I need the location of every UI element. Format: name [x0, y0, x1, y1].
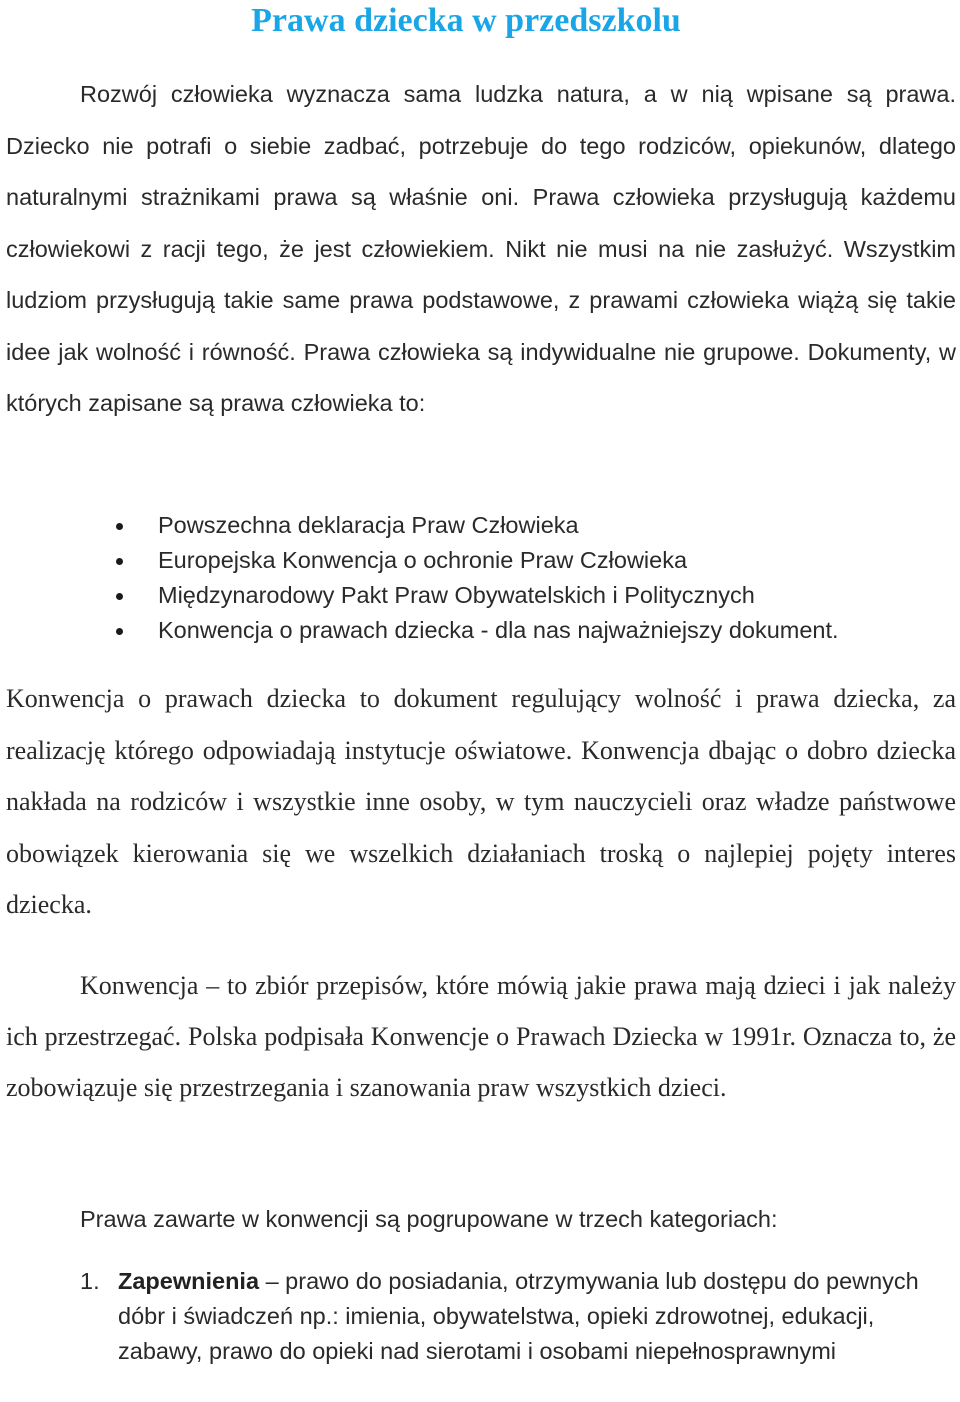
- list-item: [0, 613, 960, 648]
- category-description: – prawo do posiadania, otrzymywania lub dostępu do pewnych dóbr i świadczeń np.: imienia, obywatelstwa, opieki zdrowotnej, edukacji, zabawy, prawo do opieki nad sierotami i osobami niepełnosprawnymi: [118, 1268, 919, 1364]
- bullet-icon: [116, 628, 123, 635]
- category-number: 1.: [80, 1268, 100, 1294]
- list-item-text: Konwencja o prawach dziecka - dla nas najważniejszy dokument.: [158, 617, 839, 643]
- definition-paragraph: Konwencja – to zbiór przepisów, które mówią jakie prawa mają dzieci i jak należy ich przestrzegać. Polska podpisała Konwencje o Prawach Dziecka w 1991r. Oznacza to, że zobowiązuje się przestrzegania i szanowania praw wszystkich dzieci.: [6, 971, 956, 1102]
- list-item-text: Międzynarodowy Pakt Praw Obywatelskich i Politycznych: [158, 582, 755, 608]
- list-item-text: Europejska Konwencja o ochronie Praw Człowieka: [158, 547, 688, 573]
- intro-paragraph: Rozwój człowieka wyznacza sama ludzka natura, a w nią wpisane są prawa. Dziecko nie potrafi o siebie zadbać, potrzebuje do tego rodziców, opiekunów, dlatego naturalnymi strażnikami prawa są właśnie oni. Prawa człowieka przysługują każdemu człowiekowi z racji tego, że jest człowiekiem. Nikt nie musi na nie zasłużyć. Wszystkim ludziom przysługują takie same prawa podstawowe, z prawami człowieka wiążą się takie idee jak wolność i równość. Prawa człowieka są indywidualne nie grupowe. Dokumenty, w których zapisane są prawa człowieka to:: [6, 81, 956, 416]
- bullet-icon: [116, 593, 123, 600]
- documents-list: [0, 508, 960, 648]
- list-item-text: Powszechna deklaracja Praw Człowieka: [158, 512, 579, 538]
- convention-paragraph: Konwencja o prawach dziecka to dokument regulujący wolność i prawa dziecka, za realizację którego odpowiadają instytucje oświatowe. Konwencja dbając o dobro dziecka nakłada na rodziców i wszystkie inne osoby, w tym nauczycieli oraz władze państwowe obowiązek kierowania się we wszelkich działaniach troską o najlepiej pojęty interes dziecka.: [6, 684, 956, 919]
- bullet-icon: [116, 558, 123, 565]
- page-title: Prawa dziecka w przedszkolu: [251, 2, 681, 39]
- category-item: [80, 1264, 940, 1369]
- category-term: Zapewnienia: [118, 1268, 260, 1294]
- categories-list: [80, 1264, 940, 1369]
- list-item: [0, 578, 960, 613]
- categories-intro: Prawa zawarte w konwencji są pogrupowane w trzech kategoriach:: [80, 1206, 778, 1232]
- list-item: [0, 508, 960, 543]
- bullet-icon: [116, 523, 123, 530]
- list-item: [0, 543, 960, 578]
